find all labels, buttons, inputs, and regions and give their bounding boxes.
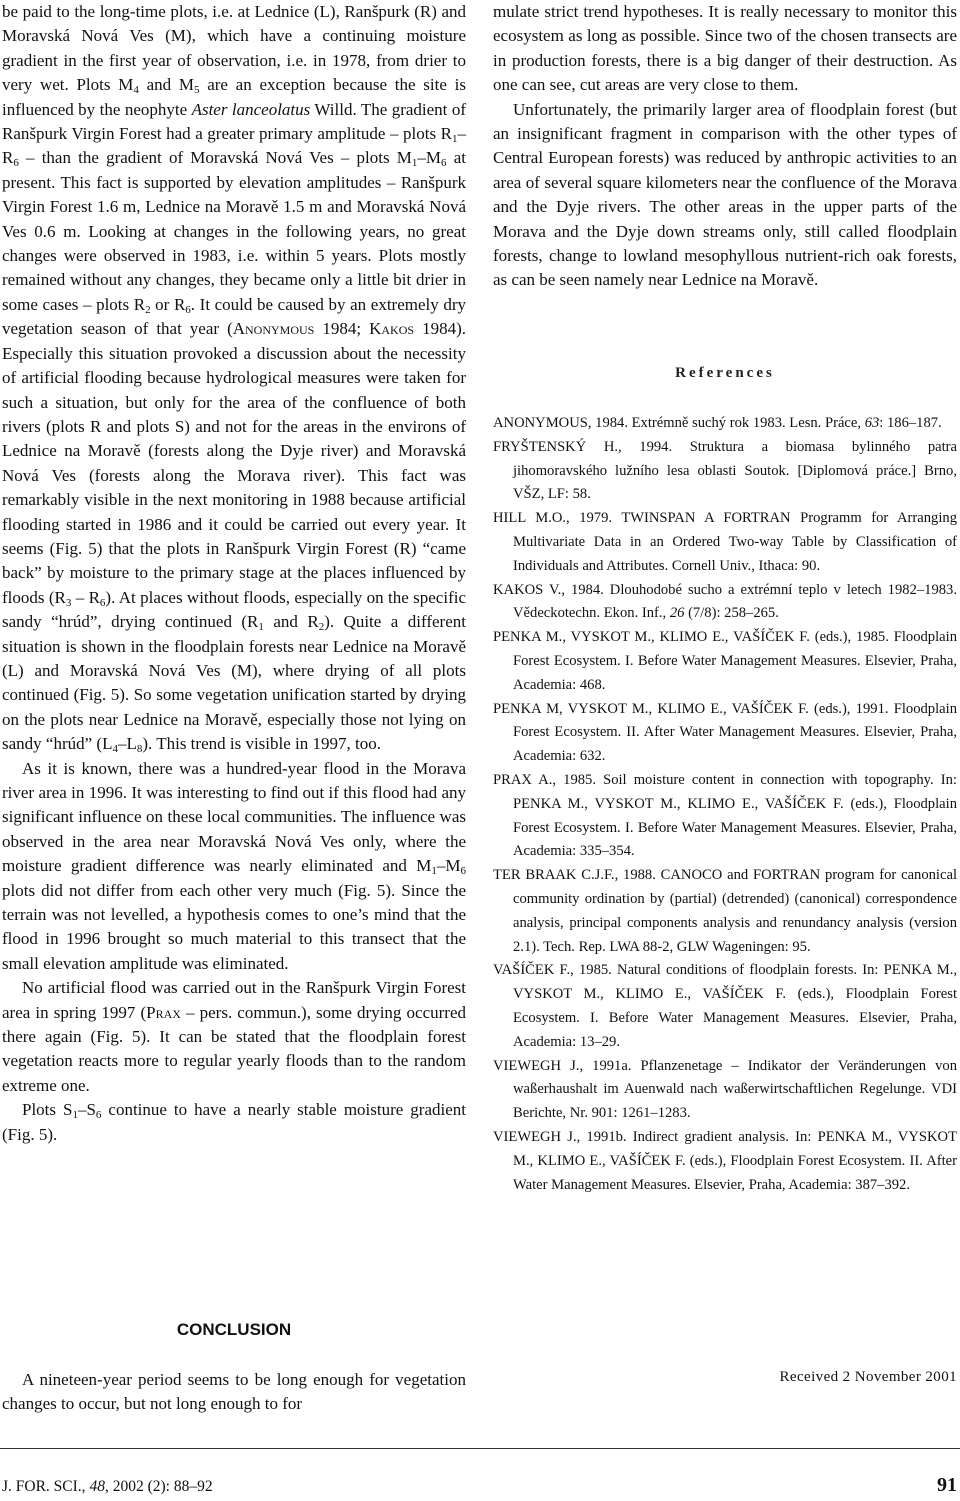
footer-rule — [0, 1448, 960, 1449]
reference-item: ANONYMOUS, 1984. Extrémně suchý rok 1983. Lesn. Práce, 63: 186–187. — [493, 415, 942, 431]
conclusion-heading: CONCLUSION — [176, 1320, 292, 1339]
received-date: Received 2 November 2001 — [779, 1369, 957, 1385]
reference-item: PENKA M, VYSKOT M., KLIMO E., VAŠÍČEK F. (eds.), 1991. Floodplain Forest Ecosystem. II. After Water Management Measures. Elsevier, Praha, Academia: 632. — [493, 700, 957, 765]
reference-item: KAKOS V., 1984. Dlouhodobé sucho a extrémní teplo v letech 1982–1983. Vědeckotechn. Ekon. Inf., 26 (7/8): 258–265. — [493, 581, 957, 622]
reference-item: TER BRAAK C.J.F., 1988. CANOCO and FORTRAN program for canonical community ordination by (partial) (detrended) (canonical) correspondence analysis, principal components analysis and renundancy analysis (version 2.1). Tech. Rep. LWA 88-2, GLW Wageningen: 95. — [493, 867, 957, 955]
body-paragraph-1: be paid to the long-time plots, i.e. at Lednice (L), Ranšpurk (R) and Moravská Nová Ves (M), which have a continuing moisture gradient in the first year of observation, i.e. in 1978, from drier to very wet. Plots $M_4$ and $M_5$ are an exception because the site is influenced by the neophyte Aster lanceolatus Willd. The gradient of Ranšpurk Virgin Forest had a greater primary amplitude – plots $R_1-R_6$ – than the gradient of Moravská Nová Ves – plots $M_1-M_6$ at present. This fact is supported by elevation amplitudes – Ranšpurk Virgin Forest 1.6 m, Lednice na Moravě 1.5 m and Moravská Nová Ves 0.6 m. Looking at changes in the following years, no great changes were observed in 1983, i.e. within 5 years. Plots mostly remained without any changes, they became only a little bit drier in some cases – plots $R_2$ or $R_6$. It could be caused by an extremely dry vegetation season of that year (Anonymous 1984; Kakos 1984). Especially this situation provoked a discussion about the necessity of artificial flooding because hydrological measures were taken for such a situation, but only for the area of the confluence of both rivers (plots R and plots S) and not for the areas in the environs of Lednice na Moravě (forests along the Dyje river) and Moravská Nová Ves (forests along the Morava river). This fact was remarkably visible in the next monitoring in 1988 because artificial flooding started in 1986 and it could be carried out every year. It seems (Fig. 5) that the plots in Ranšpurk Virgin Forest (R) “came back” by moisture to the primary stage at the places influenced by floods $(R_3 - R_6)$. At places without floods, especially on the specific sandy “hrúd”, drying continued ($R_1$ and $R_2$). Quite a different situation is shown in the floodplain forests near Lednice na Moravě (L) and Moravská Nová Ves (M), where drying of all plots continued (Fig. 5). So some vegetation unification started by drying on the plots near Lednice na Moravě, especially those not lying on sandy “hrúd” $(L_4-L_8)$. This trend is visible in 1997, too. — [2, 2, 467, 756]
left-column — [2, 0, 466, 1147]
body-paragraph-3: No artificial flood was carried out in the Ranšpurk Virgin Forest area in spring 1997 (Prax – pers. commun.), some drying occurred there again (Fig. 5). It can be stated that the floodplain forest vegetation reacts more to regular yearly floods than to the random extreme one. — [2, 978, 466, 1095]
reference-item: VIEWEGH J., 1991a. Pflanzenetage – Indikator der Veränderungen von waßerhaushalt im Auenwald nach waßerwirtschaftlichen Regelunge. VDI Berichte, Nr. 901: 1261–1283. — [493, 1057, 957, 1122]
reference-item: PENKA M., VYSKOT M., KLIMO E., VAŠÍČEK F. (eds.), 1985. Floodplain Forest Ecosystem. I. Before Water Management Measures. Elsevier, Praha, Academia: 468. — [493, 629, 957, 693]
page-number: 91 — [937, 1474, 957, 1496]
reference-item: VIEWEGH J., 1991b. Indirect gradient analysis. In: PENKA M., VYSKOT M., KLIMO E., VAŠÍČEK F. (eds.), Floodplain Forest Ecosystem. II. After Water Management Measures. Elsevier, Praha, Academia: 387–392. — [493, 1128, 957, 1193]
right-paragraph-2: Unfortunately, the primarily larger area of floodplain forest (but an insignificant fragment in comparison with the other types of Central European forests) was reduced by anthropic activities to an area of several square kilometers near the confluence of the Morava and the Dyje rivers. The other areas in the upper parts of the Morava and the Dyje down streams only, still called floodplain forests, change to lowland mesophyllous nutrient-rich oak forests, as can be seen namely near Lednice na Moravě. — [493, 99, 957, 290]
body-paragraph-4: Plots $S_1-S_6$ continue to have a nearly stable moisture gradient (Fig. 5). — [2, 1100, 466, 1144]
conclusion-paragraph: A nineteen-year period seems to be long enough for vegetation changes to occur, but not long enough to for — [2, 1370, 466, 1414]
reference-item: FRYŠTENSKÝ H., 1994. Struktura a biomasa bylinného patra jihomoravského lužního lesa oblasti Soutok. [Diplomová práce.] Brno, VŠZ, LF: 58. — [493, 438, 957, 503]
body-paragraph-2: As it is known, there was a hundred-year flood in the Morava river area in 1996. It was interesting to find out if this flood had any significant influence on these local communities. The influence was observed in the area near Moravská Nová Ves only, where the moisture gradient difference was nearly eliminated and $M_1-M_6$ plots did not differ from each other very much (Fig. 5). Since the terrain was not levelled, a hypothesis comes to one’s mind that the flood in 1996 brought so much material to this transect that the small elevation amplitude was eliminated. — [2, 758, 466, 973]
references-list — [493, 412, 957, 1197]
reference-item: PRAX A., 1985. Soil moisture content in connection with topography. In: PENKA M., VYSKOT M., KLIMO E., VAŠÍČEK F. (eds.), Floodplain Forest Ecosystem. I. Before Water Management Measures. Elsevier, Praha, Academia: 335–354. — [493, 771, 957, 860]
right-column — [493, 0, 957, 293]
reference-item: HILL M.O., 1979. TWINSPAN A FORTRAN Programm for Arranging Multivariate Data in an Ordered Two-way Table by Classification of Individuals and Attributes. Cornell Univ., Ithaca: 90. — [493, 510, 957, 574]
references-heading: References — [675, 365, 775, 381]
right-paragraph-1: mulate strict trend hypotheses. It is really necessary to monitor this ecosystem as long as possible. Since two of the chosen transects are in production forests, there is a big danger of their destruction. As one can see, cut areas are very close to them. — [493, 2, 957, 95]
journal-citation: J. FOR. SCI., 48, 2002 (2): 88–92 — [2, 1478, 213, 1495]
reference-item: VAŠÍČEK F., 1985. Natural conditions of floodplain forests. In: PENKA M., VYSKOT M., KLIMO E., VAŠÍČEK F. (eds.), Floodplain Forest Ecosystem. I. Before Water Management Measures. Elsevier, Praha, Academia: 13–29. — [493, 962, 957, 1050]
